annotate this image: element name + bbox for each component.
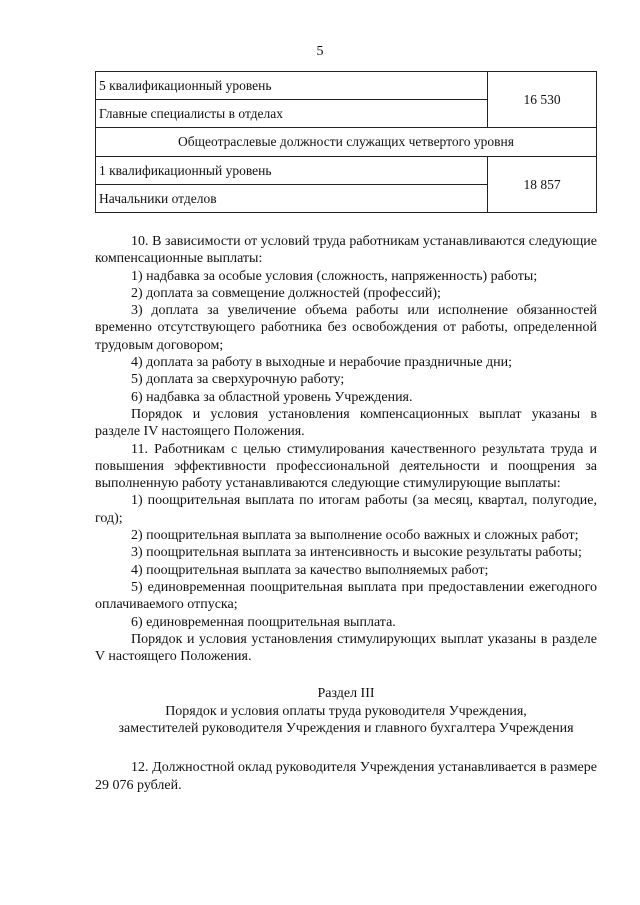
list-item: 5) единовременная поощрительная выплата при предоставлении ежегодного оплачиваемого отпуска; — [95, 579, 597, 613]
list-item: 1) надбавка за особые условия (сложность, напряженность) работы; — [131, 268, 538, 284]
table-row — [96, 157, 597, 185]
list-item: 3) доплата за увеличение объема работы или исполнение обязанностей временно отсутствующего работника без освобождения от работы, определенной трудовым договором; — [95, 303, 597, 353]
table-row — [96, 72, 597, 100]
document-body — [95, 233, 597, 794]
list-item: 4) доплата за работу в выходные и нерабочие праздничные дни; — [131, 355, 513, 371]
table-row — [96, 128, 597, 157]
page-number: 5 — [316, 44, 324, 59]
section-subtitle: Порядок и условия оплаты труда руководителя Учреждения, — [165, 703, 527, 719]
list-item: 6) надбавка за областной уровень Учреждения. — [131, 389, 413, 405]
list-item: 3) поощрительная выплата за интенсивность и высокие результаты работы; — [131, 545, 582, 561]
section-subtitle: заместителей руководителя Учреждения и главного бухгалтера Учреждения — [118, 721, 574, 737]
salary-cell: 18 857 — [488, 157, 597, 213]
list-item: 6) единовременная поощрительная выплата. — [131, 614, 396, 630]
paragraph-11: 11. Работникам с целью стимулирования качественного результата труда и повышения эффективности профессиональной деятельности и поощрения за выполненную работу устанавливаются следующие стимулирующие выплаты: — [95, 441, 597, 492]
qualification-level-cell: 1 квалификационный уровень — [96, 157, 488, 185]
list-item: 2) доплата за совмещение должностей (профессий); — [131, 285, 441, 301]
paragraph-10-order: Порядок и условия установления компенсационных выплат указаны в разделе IV настоящего Положения. — [95, 406, 597, 440]
salary-cell: 16 530 — [488, 72, 597, 128]
position-cell: Начальники отделов — [96, 185, 488, 213]
paragraph-11-order: Порядок и условия установления стимулирующих выплат указаны в разделе V настоящего Положения. — [95, 631, 597, 665]
position-cell: Главные специалисты в отделах — [96, 100, 488, 128]
paragraph-12: 12. Должностной оклад руководителя Учреждения устанавливается в размере 29 076 рублей. — [95, 760, 597, 793]
section-title: Раздел III — [317, 686, 375, 702]
list-item: 5) доплата за сверхурочную работу; — [131, 372, 345, 388]
qualification-level-cell: 5 квалификационный уровень — [96, 72, 488, 100]
list-item: 4) поощрительная выплата за качество выполняемых работ; — [131, 562, 489, 578]
paragraph-10: 10. В зависимости от условий труда работникам устанавливаются следующие компенсационные выплаты: — [95, 234, 597, 267]
salary-table — [95, 71, 597, 213]
group-header-cell: Общеотраслевые должности служащих четвертого уровня — [96, 128, 597, 157]
list-item: 1) поощрительная выплата по итогам работы (за месяц, квартал, полугодие, год); — [95, 493, 597, 526]
list-item: 2) поощрительная выплата за выполнение особо важных и сложных работ; — [131, 528, 579, 544]
